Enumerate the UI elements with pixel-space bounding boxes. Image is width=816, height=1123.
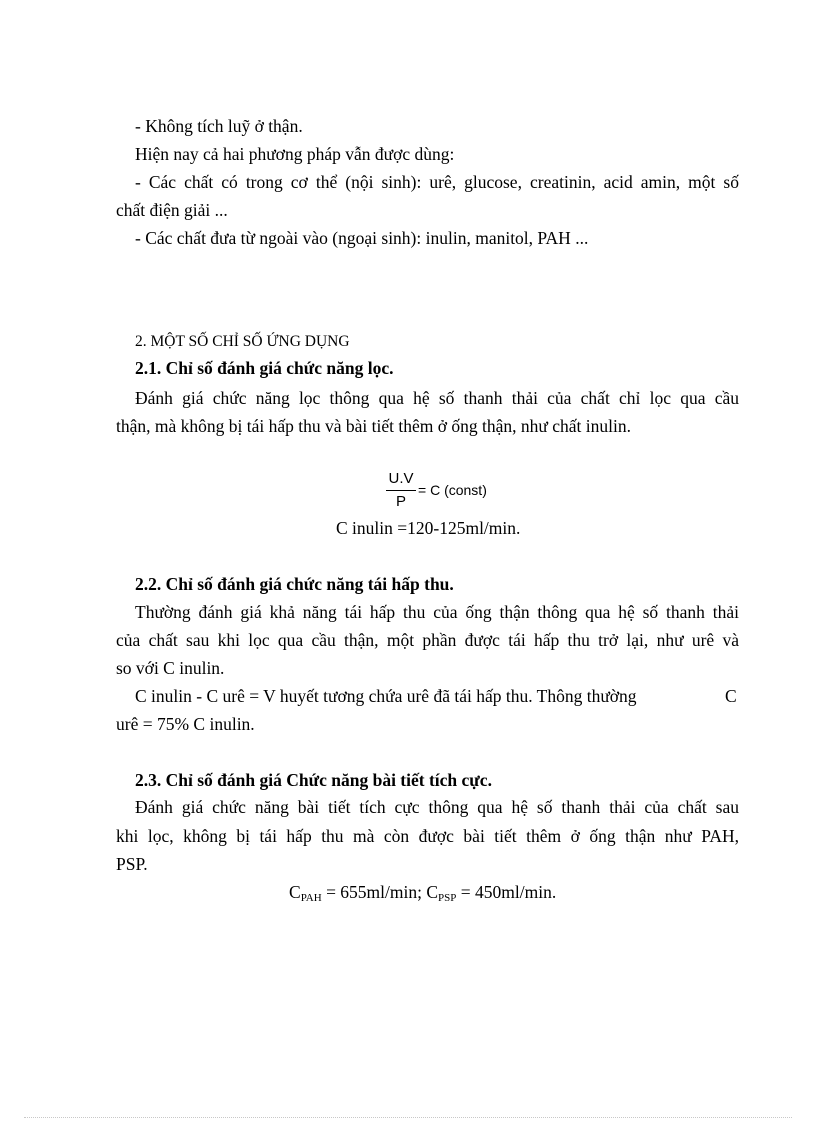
formula-numerator: U.V bbox=[388, 470, 414, 487]
page-bottom-border bbox=[24, 1117, 792, 1118]
subsection-title: 2.2. Chỉ số đánh giá chức năng tái hấp thu. bbox=[135, 574, 454, 594]
text-line: PSP. bbox=[116, 854, 148, 874]
subscript-pah: PAH bbox=[300, 892, 322, 904]
text-line: chất điện giải ... bbox=[116, 200, 228, 220]
text-line: - Các chất đưa từ ngoài vào (ngoại sinh): inulin, manitol, PAH ... bbox=[135, 228, 589, 248]
fraction-bar bbox=[386, 490, 416, 491]
value-pah: = 655ml/min; C bbox=[321, 882, 439, 902]
text-line: - Không tích luỹ ở thận. bbox=[135, 116, 303, 136]
value-psp: = 450ml/min. bbox=[456, 882, 557, 902]
text-line: C inulin =120-125ml/min. bbox=[336, 518, 521, 538]
clearance-values bbox=[289, 881, 556, 909]
subscript-psp: PSP bbox=[438, 892, 457, 904]
formula-rhs: = C (const) bbox=[418, 482, 487, 498]
text-line: - Các chất có trong cơ thể (nội sinh): urê, glucose, creatinin, acid amin, một số bbox=[135, 172, 739, 192]
text-line: thận, mà không bị tái hấp thu và bài tiết thêm ở ống thận, như chất inulin. bbox=[116, 416, 631, 436]
section-heading: 2. MỘT SỐ CHỈ SỐ ỨNG DỤNG bbox=[135, 333, 350, 350]
symbol-c: C bbox=[289, 882, 301, 902]
text-line: C bbox=[725, 686, 737, 706]
text-line: của chất sau khi lọc qua cầu thận, một phần được tái hấp thu trở lại, như urê và bbox=[116, 630, 739, 650]
text-line: so với C inulin. bbox=[116, 658, 225, 678]
formula-denominator: P bbox=[395, 493, 406, 510]
text-line: Đánh giá chức năng lọc thông qua hệ số thanh thải của chất chỉ lọc qua cầu bbox=[135, 388, 739, 408]
subsection-title: 2.3. Chỉ số đánh giá Chức năng bài tiết tích cực. bbox=[135, 770, 492, 790]
text-line: Đánh giá chức năng bài tiết tích cực thông qua hệ số thanh thải của chất sau bbox=[135, 797, 739, 817]
subsection-title: 2.1. Chỉ số đánh giá chức năng lọc. bbox=[135, 358, 394, 378]
text-line: Hiện nay cả hai phương pháp vẫn được dùng: bbox=[135, 144, 455, 164]
text-line: khi lọc, không bị tái hấp thu mà còn được bài tiết thêm ở ống thận như PAH, bbox=[116, 826, 739, 846]
text-line: urê = 75% C inulin. bbox=[116, 714, 255, 734]
text-line: C inulin - C urê = V huyết tương chứa urê đã tái hấp thu. Thông thường bbox=[135, 686, 637, 706]
text-line: Thường đánh giá khả năng tái hấp thu của ống thận thông qua hệ số thanh thải bbox=[135, 602, 739, 622]
